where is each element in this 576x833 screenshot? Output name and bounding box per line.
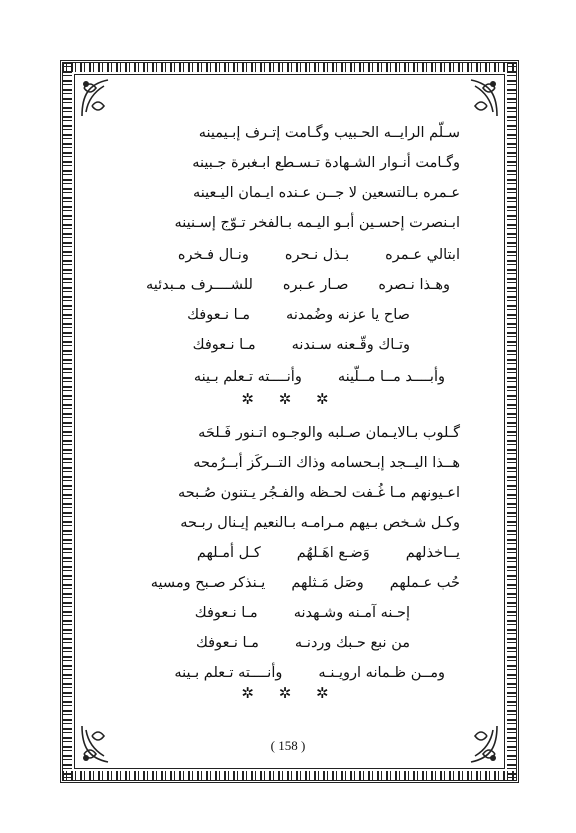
verse-segment: بـذل نـحره (284, 247, 350, 263)
corner-ornament-icon (467, 76, 501, 120)
star-divider: ✲ ✲ ✲ (241, 684, 339, 702)
verse-line: عـمره بـالتسعين لا جــن عـنده ايـمان اليـعينه (193, 185, 460, 201)
verse-line: وگـامت أنـوار الشـهادة تـسـطع ابـغبرة جـبينه (192, 155, 460, 171)
verse-segment: إحـنه آمـنه وشـهدنه (293, 605, 410, 621)
verse-segment: كـل أمـلهم (196, 545, 261, 561)
verse-segment: مـا نـعوفك (187, 307, 251, 323)
verse-segment: للشــــرف مـبدئيه (145, 277, 253, 293)
refrain-line (193, 330, 410, 360)
verse-line: وكـل شـخص بـيهم مـرامـه بـالنعيم إيـنال ربـحه (180, 515, 460, 531)
verse-triplet (197, 538, 460, 568)
verse-line: گـلوب بـالايـمان صـلبه والوجـوه اتـنور فَـلحَه (198, 425, 460, 441)
star-divider: ✲ ✲ ✲ (241, 390, 339, 408)
verse-segment: من نبع حـبك وردنـه (294, 635, 410, 651)
verse-segment: ابتالي عـمره (385, 247, 460, 263)
verse-segment: يــاخذلهم (405, 545, 460, 561)
verse-line: اعـيونهم مـا غُـفت لحـظه والفـجُر يـتنون صُـبحه (178, 485, 460, 501)
verse-segment: مـا نـعوفك (194, 605, 258, 621)
verse-triplet (178, 240, 460, 270)
verse-line: سـلّم الرايــه الحـبيب وگـامت إتـرف إبـيمينه (198, 125, 460, 141)
verse-segment: وَضـع اهَـلهُم (296, 545, 370, 561)
border-band-bottom (62, 771, 517, 781)
verse-segment: صاح يا عزنه وضُمدنه (286, 307, 410, 323)
border-band-left (62, 62, 72, 781)
verse-segment: ومــن ظـمانه ارويـنـه (318, 665, 445, 681)
verse-segment: مـا نـعوفك (195, 635, 259, 651)
refrain-line (196, 628, 410, 658)
border-band-right (507, 62, 517, 781)
verse-segment: وتـاك وقّـعنه سـندنه (291, 337, 410, 353)
verse-segment: وأنــــته تـعلم بـينه (174, 665, 283, 681)
verse-triplet (151, 568, 460, 598)
verse-triplet (146, 270, 450, 300)
refrain-line (194, 362, 445, 392)
refrain-line (187, 300, 410, 330)
verse-segment: صـار عـبره (282, 277, 349, 293)
page-number: ( 158 ) (270, 738, 306, 753)
border-band-top (62, 62, 517, 72)
verse-segment: وأبــــد مــا مــلّينه (337, 369, 445, 385)
verse-segment: مـا نـعوفك (192, 337, 256, 353)
verse-segment: وأنــــته تـعلم بـينه (193, 369, 302, 385)
verse-segment: ونـال فـخره (177, 247, 249, 263)
verse-segment: وصَل مَـثلهم (291, 575, 364, 591)
verse-segment: وهـذا نـصره (378, 277, 450, 293)
refrain-line (195, 598, 410, 628)
verse-line: ابـنصرت إحسـين أبـو اليـمه بـالفخر تـوّج إسـنينه (174, 215, 460, 231)
corner-ornament-icon (78, 76, 112, 120)
verse-line: هــذا اليــجد إبـحسامه وذاك التــركَز أبــرُمحه (193, 455, 460, 471)
verse-segment: يـنذكر صـبح ومسيه (150, 575, 266, 591)
verse-segment: حُب عـملهم (389, 575, 460, 591)
